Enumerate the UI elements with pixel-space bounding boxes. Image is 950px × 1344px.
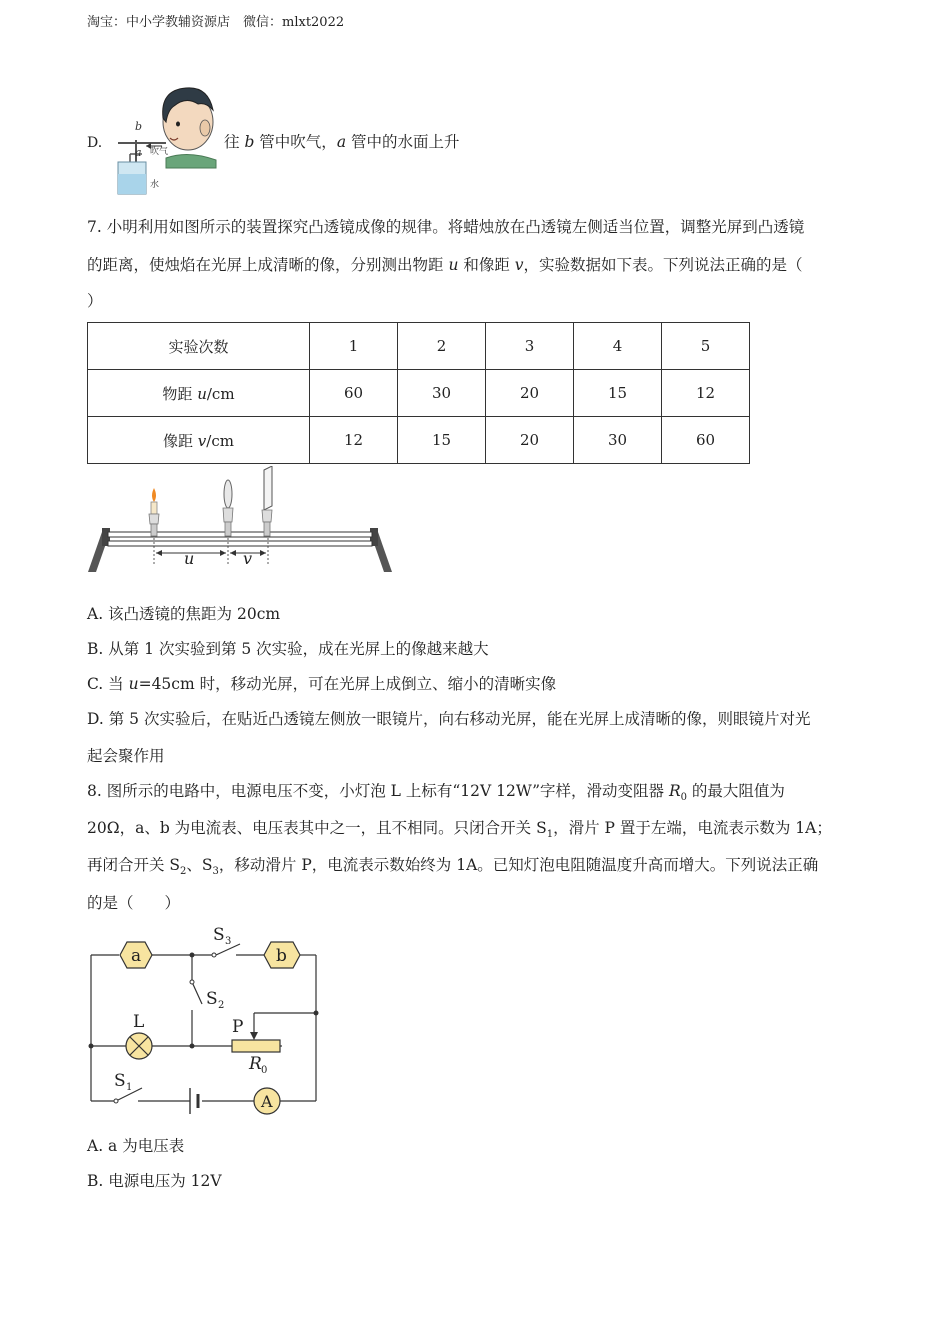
fig-label-a: a xyxy=(135,146,142,159)
table-cell: 30 xyxy=(574,417,662,464)
q6-option-d-letter: D. xyxy=(87,135,103,151)
q8-stem-line3: 再闭合开关 $S_2$、$S_3$，移动滑片 P，电流表示数始终为 1A。已知灯泡电阻随温度升高而增大。下列说法正确 xyxy=(87,856,819,878)
table-row xyxy=(88,370,750,417)
page-header: 淘宝：中小学教辅资源店 微信：mlxt2022 xyxy=(87,15,345,30)
circuit-label-r0: R xyxy=(249,1054,262,1074)
q8-stem-line4: 的是（ ） xyxy=(87,894,181,912)
q8-stem-line2: 20Ω，a、b 为电流表、电压表其中之一，且不相同。只闭合开关 $S_1$，滑片 P 置于左端，电流表示数为 1A； xyxy=(87,819,832,841)
q7-option-d-line2: 起会聚作用 xyxy=(87,747,165,765)
table-cell: 12 xyxy=(310,417,398,464)
fig-label-blow: 吹气 xyxy=(150,147,169,157)
circuit-label-p: P xyxy=(232,1017,244,1037)
q7-option-d-line1: D. 第 5 次实验后，在贴近凸透镜左侧放一眼镜片，向右移动光屏，能在光屏上成清晰的像，则眼镜片对光 xyxy=(87,710,811,728)
circuit-label-r0-sub: 0 xyxy=(261,1065,268,1076)
q7-data-table xyxy=(87,322,750,464)
q7-option-a: A. 该凸透镜的焦距为 20cm xyxy=(87,605,281,623)
table-cell: 2 xyxy=(398,323,486,370)
table-cell: 4 xyxy=(574,323,662,370)
circuit-label-s2-sub: 2 xyxy=(218,1000,225,1011)
table-cell: 30 xyxy=(398,370,486,417)
q8-option-a: A. a 为电压表 xyxy=(87,1137,185,1155)
circuit-diagram xyxy=(86,922,326,1117)
table-cell: 15 xyxy=(574,370,662,417)
fig-label-water: 水 xyxy=(150,180,160,190)
q7-stem-line3: ） xyxy=(87,292,103,310)
circuit-label-s1-sub: 1 xyxy=(126,1082,133,1093)
table-cell: 12 xyxy=(662,370,750,417)
table-cell: 1 xyxy=(310,323,398,370)
table-cell: 20 xyxy=(486,417,574,464)
circuit-label-ammeter: A xyxy=(261,1092,273,1111)
circuit-label-s1: S xyxy=(114,1071,126,1091)
table-row xyxy=(88,417,750,464)
q7-stem-line1: 7. 小明利用如图所示的装置探究凸透镜成像的规律。将蜡烛放在凸透镜左侧适当位置，调整光屏到凸透镜 xyxy=(87,218,805,236)
fig-label-b: b xyxy=(135,120,143,133)
circuit-label-s3-sub: 3 xyxy=(225,936,232,947)
circuit-label-a: a xyxy=(131,946,142,966)
fig-label-v: v xyxy=(243,549,253,568)
table-cell: 60 xyxy=(662,417,750,464)
table-cell: 像距 v/cm xyxy=(88,417,310,464)
table-cell: 实验次数 xyxy=(88,323,310,370)
table-cell: 5 xyxy=(662,323,750,370)
table-cell: 物距 u/cm xyxy=(88,370,310,417)
fig-label-u: u xyxy=(184,549,195,568)
optical-bench-figure xyxy=(86,466,396,576)
circuit-label-s2: S xyxy=(206,989,218,1009)
table-cell: 15 xyxy=(398,417,486,464)
q8-stem-line1: 8. 图所示的电路中，电源电压不变，小灯泡 L 上标有“12V 12W”字样，滑动变阻器 $R_0$ 的最大阻值为 xyxy=(87,782,785,804)
circuit-label-b: b xyxy=(276,946,287,966)
table-cell: 60 xyxy=(310,370,398,417)
q7-option-b: B. 从第 1 次实验到第 5 次实验，成在光屏上的像越来越大 xyxy=(87,640,489,658)
circuit-label-l: L xyxy=(133,1012,145,1032)
table-cell: 3 xyxy=(486,323,574,370)
q8-option-b: B. 电源电压为 12V xyxy=(87,1172,222,1190)
blowing-experiment-figure xyxy=(108,80,220,195)
circuit-label-s3: S xyxy=(213,925,225,945)
table-cell: 20 xyxy=(486,370,574,417)
q7-option-c: C. 当 u=45cm 时，移动光屏，可在光屏上成倒立、缩小的清晰实像 xyxy=(87,675,557,693)
q6-option-d-text: 往 b 管中吹气，a 管中的水面上升 xyxy=(224,133,460,151)
table-row xyxy=(88,323,750,370)
q7-stem-line2: 的距离，使烛焰在光屏上成清晰的像，分别测出物距 u 和像距 v，实验数据如下表。下列说法正确的是（ xyxy=(87,256,803,274)
